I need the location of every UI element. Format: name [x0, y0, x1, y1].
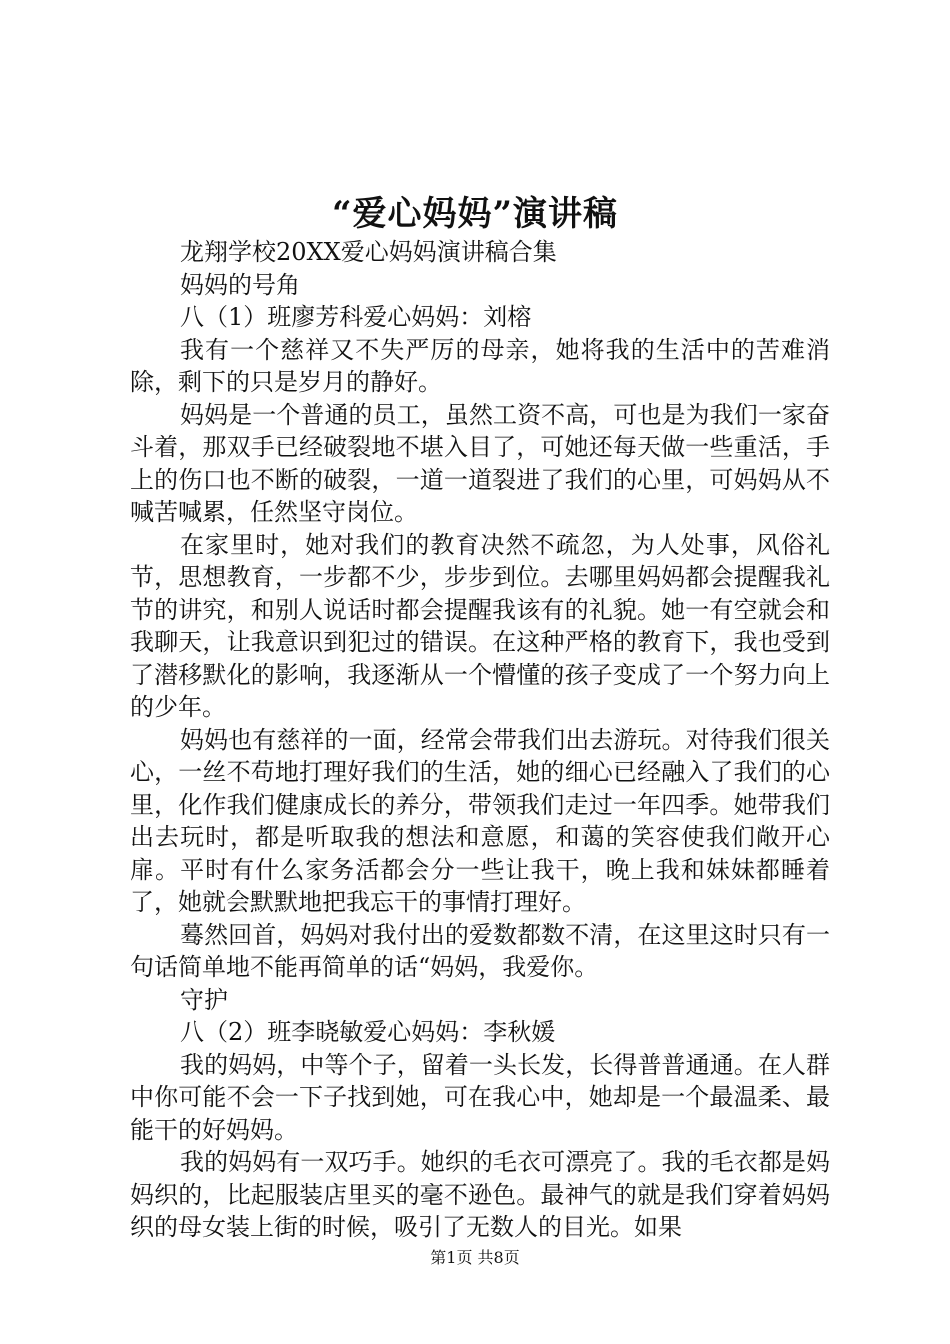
paragraph: 蓦然回首，妈妈对我付出的爱数都数不清，在这里这时只有一句话简单地不能再简单的话“妈妈，我爱你。	[130, 920, 830, 981]
paragraph: 在家里时，她对我们的教育决然不疏忽，为人处事，风俗礼节，思想教育，一步都不少，步步到位。去哪里妈妈都会提醒我礼节的讲究，和别人说话时都会提醒我该有的礼貌。她一有空就会和我聊天，让我意识到犯过的错误。在这种严格的教育下，我也受到了潜移默化的影响，我逐渐从一个懵懂的孩子变成了一个努力向上的少年。	[130, 530, 830, 721]
document-title: “爱心妈妈”演讲稿	[331, 194, 619, 234]
paragraph: 守护	[180, 985, 228, 1014]
paragraph: 我的妈妈，中等个子，留着一头长发，长得普普通通。在人群中你可能不会一下子找到她，可在我心中，她却是一个最温柔、最能干的好妈妈。	[130, 1050, 830, 1144]
paragraph: 妈妈也有慈祥的一面，经常会带我们出去游玩。对待我们很关心，一丝不苟地打理好我们的生活，她的细心已经融入了我们的心里，化作我们健康成长的养分，带领我们走过一年四季。她带我们出去玩时，都是听取我的想法和意愿，和蔼的笑容使我们敞开心扉。平时有什么家务活都会分一些让我干，晚上我和妹妹都睡着了，她就会默默地把我忘干的事情打理好。	[130, 725, 830, 916]
document-body	[130, 236, 830, 1244]
paragraph: 妈妈的号角	[180, 270, 300, 299]
paragraph: 我的妈妈有一双巧手。她织的毛衣可漂亮了。我的毛衣都是妈妈织的，比起服装店里买的毫不逊色。最神气的就是我们穿着妈妈织的母女装上街的时候，吸引了无数人的目光。如果	[130, 1148, 830, 1241]
paragraph: 八（1）班廖芳科爱心妈妈：刘榕	[180, 303, 532, 331]
paragraph: 龙翔学校20XX爱心妈妈演讲稿合集	[180, 238, 557, 266]
paragraph: 八（2）班李晓敏爱心妈妈：李秋媛	[180, 1018, 556, 1046]
page-footer: 第1页 共8页	[430, 1248, 520, 1267]
paragraph: 妈妈是一个普通的员工，虽然工资不高，可也是为我们一家奋斗着，那双手已经破裂地不堪入目了，可她还每天做一些重活，手上的伤口也不断的破裂，一道一道裂进了我们的心里，可妈妈从不喊苦喊累，任然坚守岗位。	[130, 400, 830, 526]
paragraph: 我有一个慈祥又不失严厉的母亲，她将我的生活中的苦难消除，剩下的只是岁月的静好。	[130, 335, 830, 396]
